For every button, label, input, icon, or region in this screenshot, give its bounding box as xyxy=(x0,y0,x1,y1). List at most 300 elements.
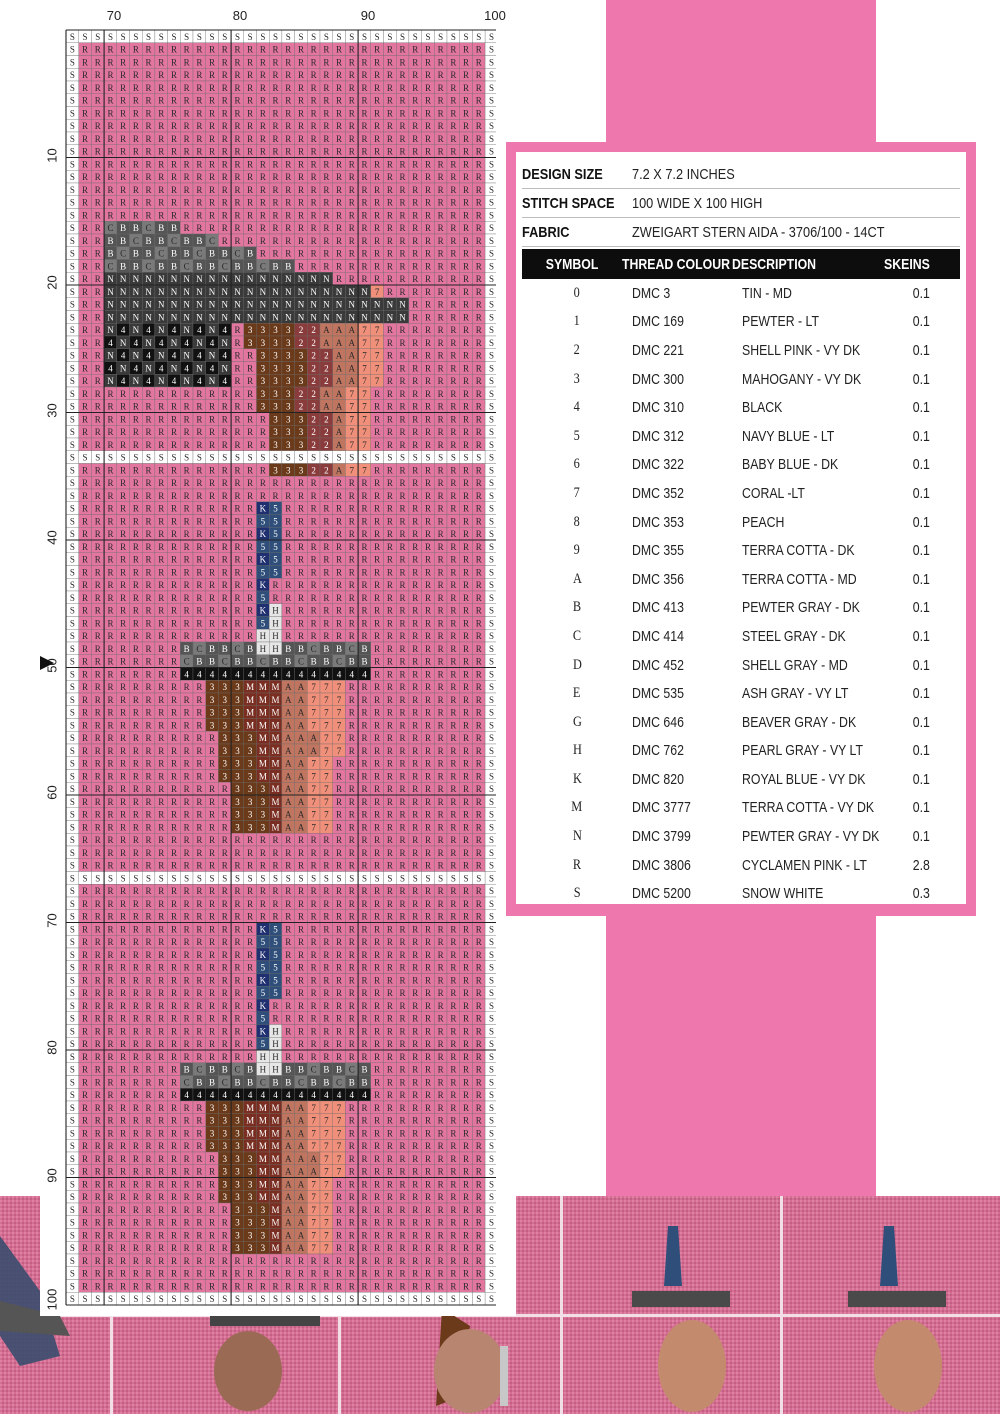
stitch-symbol: 3 xyxy=(286,401,291,412)
stitch-symbol: R xyxy=(399,567,406,578)
stitch-symbol: R xyxy=(209,847,216,858)
stitch-symbol: R xyxy=(297,146,304,157)
stitch-symbol: R xyxy=(374,439,381,450)
stitch-symbol: R xyxy=(399,669,406,680)
stitch-symbol: R xyxy=(475,299,482,310)
stitch-symbol: R xyxy=(209,745,216,756)
stitch-symbol: R xyxy=(424,172,431,183)
stitch-symbol: R xyxy=(463,949,470,960)
stitch-symbol: R xyxy=(348,133,355,144)
stitch-symbol: R xyxy=(374,924,381,935)
stitch-symbol: R xyxy=(107,95,114,106)
stitch-symbol: R xyxy=(475,860,482,871)
stitch-symbol: R xyxy=(336,541,343,552)
stitch-symbol: R xyxy=(196,592,203,603)
stitch-symbol: N xyxy=(310,274,317,285)
stitch-symbol: N xyxy=(145,286,152,297)
stitch-symbol: R xyxy=(399,860,406,871)
stitch-symbol: S xyxy=(69,605,75,616)
stitch-symbol: R xyxy=(120,605,127,616)
stitch-symbol: 4 xyxy=(159,337,164,348)
stitch-symbol: R xyxy=(374,682,381,693)
stitch-symbol: R xyxy=(170,490,177,501)
stitch-symbol: R xyxy=(247,937,254,948)
stitch-symbol: N xyxy=(208,299,216,310)
stitch-symbol: R xyxy=(424,809,431,820)
stitch-symbol: R xyxy=(145,197,152,208)
stitch-symbol: S xyxy=(400,873,406,884)
stitch-symbol: R xyxy=(132,707,139,718)
stitch-symbol: R xyxy=(386,44,393,55)
stitch-symbol: S xyxy=(311,873,317,884)
stitch-symbol: R xyxy=(94,847,101,858)
stitch-symbol: 3 xyxy=(260,363,266,374)
stitch-symbol: R xyxy=(221,605,228,616)
stitch-symbol: R xyxy=(310,82,317,93)
stitch-symbol: R xyxy=(336,567,343,578)
stitch-symbol: R xyxy=(196,82,203,93)
stitch-symbol: 4 xyxy=(209,337,215,348)
stitch-symbol: R xyxy=(336,197,343,208)
stitch-symbol: R xyxy=(234,847,241,858)
stitch-symbol: R xyxy=(196,886,203,897)
stitch-symbol: R xyxy=(399,554,406,565)
stitch-symbol: R xyxy=(399,210,406,221)
stitch-symbol: R xyxy=(107,656,114,667)
stitch-symbol: R xyxy=(82,439,89,450)
stitch-symbol: 4 xyxy=(286,669,291,680)
stitch-symbol: 4 xyxy=(184,363,189,374)
stitch-symbol: A xyxy=(297,733,305,744)
stitch-symbol: N xyxy=(234,299,241,310)
stitch-symbol: R xyxy=(374,159,381,170)
stitch-symbol: R xyxy=(259,57,266,68)
stitch-symbol: R xyxy=(336,886,343,897)
stitch-symbol: S xyxy=(488,720,494,731)
stitch-symbol: R xyxy=(234,223,241,234)
stitch-symbol: S xyxy=(95,452,101,463)
stitch-symbol: R xyxy=(82,312,89,323)
stitch-symbol: R xyxy=(386,274,393,285)
stitch-symbol: R xyxy=(463,541,470,552)
stitch-symbol: N xyxy=(221,299,228,310)
stitch-symbol: R xyxy=(424,924,431,935)
stitch-symbol: R xyxy=(82,325,89,336)
stitch-symbol: R xyxy=(424,592,431,603)
stitch-symbol: R xyxy=(94,414,101,425)
stitch-symbol: R xyxy=(361,57,368,68)
stitch-symbol: R xyxy=(221,860,228,871)
stitch-symbol: R xyxy=(247,618,254,629)
stitch-symbol: R xyxy=(158,720,165,731)
stitch-symbol: R xyxy=(374,796,381,807)
stitch-symbol: R xyxy=(209,439,216,450)
stitch-symbol: R xyxy=(247,427,254,438)
stitch-symbol: R xyxy=(247,949,254,960)
stitch-symbol: R xyxy=(310,503,317,514)
stitch-symbol: R xyxy=(412,643,419,654)
stitch-symbol: R xyxy=(424,121,431,132)
stitch-symbol: R xyxy=(361,937,368,948)
stitch-symbol: R xyxy=(348,57,355,68)
stitch-symbol: 7 xyxy=(374,325,380,336)
stitch-symbol: R xyxy=(348,197,355,208)
stitch-symbol: R xyxy=(463,694,470,705)
stitch-symbol: 7 xyxy=(374,350,380,361)
stitch-symbol: N xyxy=(297,299,305,310)
stitch-symbol: R xyxy=(424,541,431,552)
stitch-symbol: R xyxy=(145,388,152,399)
stitch-symbol: R xyxy=(209,401,216,412)
stitch-symbol: R xyxy=(450,286,457,297)
stitch-symbol: R xyxy=(450,133,457,144)
stitch-symbol: 4 xyxy=(336,669,342,680)
stitch-symbol: R xyxy=(272,44,279,55)
stitch-symbol: S xyxy=(247,873,253,884)
stitch-symbol: R xyxy=(374,478,381,489)
stitch-symbol: N xyxy=(183,350,190,361)
stitch-symbol: R xyxy=(475,312,482,323)
stitch-symbol: R xyxy=(94,720,101,731)
stitch-symbol: R xyxy=(437,949,444,960)
stitch-symbol: R xyxy=(234,605,241,616)
stitch-symbol: R xyxy=(170,886,177,897)
stitch-symbol: R xyxy=(374,580,381,591)
stitch-symbol: 3 xyxy=(247,809,253,820)
stitch-symbol: 4 xyxy=(133,337,139,348)
stitch-symbol: N xyxy=(272,312,279,323)
stitch-symbol: R xyxy=(120,822,127,833)
stitch-symbol: R xyxy=(209,605,216,616)
stitch-symbol: R xyxy=(424,567,431,578)
stitch-symbol: 4 xyxy=(197,325,202,336)
stitch-symbol: R xyxy=(399,133,406,144)
stitch-symbol: R xyxy=(437,733,444,744)
stitch-symbol: R xyxy=(424,937,431,948)
stitch-symbol: N xyxy=(246,312,254,323)
stitch-symbol: H xyxy=(272,605,279,616)
stitch-symbol: R xyxy=(132,388,139,399)
stitch-symbol: R xyxy=(158,860,165,871)
stitch-symbol: R xyxy=(183,70,190,81)
stitch-symbol: R xyxy=(475,771,482,782)
stitch-symbol: R xyxy=(348,121,355,132)
stitch-symbol: R xyxy=(247,159,254,170)
stitch-symbol: R xyxy=(399,57,406,68)
stitch-symbol: R xyxy=(437,809,444,820)
stitch-symbol: R xyxy=(336,210,343,221)
stitch-symbol: R xyxy=(234,401,241,412)
stitch-symbol: R xyxy=(348,707,355,718)
stitch-symbol: R xyxy=(234,197,241,208)
stitch-symbol: R xyxy=(437,847,444,858)
stitch-symbol: N xyxy=(221,337,228,348)
stitch-symbol: R xyxy=(132,733,139,744)
stitch-symbol: R xyxy=(424,605,431,616)
stitch-symbol: R xyxy=(247,567,254,578)
stitch-symbol: R xyxy=(348,235,355,246)
stitch-symbol: S xyxy=(488,503,494,514)
stitch-symbol: R xyxy=(297,847,304,858)
stitch-symbol: R xyxy=(463,847,470,858)
stitch-symbol: S xyxy=(69,248,75,259)
stitch-symbol: S xyxy=(247,31,253,42)
stitch-symbol: 2 xyxy=(298,388,304,399)
stitch-symbol: M xyxy=(271,694,280,705)
stitch-symbol: R xyxy=(424,286,431,297)
stitch-symbol: R xyxy=(399,911,406,922)
stitch-symbol: 7 xyxy=(336,733,342,744)
stitch-symbol: R xyxy=(348,886,355,897)
stitch-symbol: S xyxy=(196,31,202,42)
stitch-symbol: R xyxy=(399,503,406,514)
knife-motif xyxy=(434,1308,508,1413)
stitch-symbol: R xyxy=(234,541,241,552)
stitch-symbol: R xyxy=(82,299,89,310)
stitch-symbol: R xyxy=(463,82,470,93)
stitch-symbol: R xyxy=(120,70,127,81)
stitch-symbol: N xyxy=(132,325,140,336)
stitch-symbol: R xyxy=(94,605,101,616)
stitch-symbol: R xyxy=(209,580,216,591)
stitch-symbol: R xyxy=(437,172,444,183)
stitch-symbol: R xyxy=(424,656,431,667)
stitch-symbol: R xyxy=(361,835,368,846)
stitch-symbol: R xyxy=(247,184,254,195)
stitch-symbol: R xyxy=(94,172,101,183)
stitch-symbol: R xyxy=(132,643,139,654)
stitch-symbol: R xyxy=(323,911,330,922)
stitch-symbol: R xyxy=(196,414,203,425)
stitch-symbol: R xyxy=(463,223,470,234)
stitch-symbol: S xyxy=(69,669,75,680)
stitch-symbol: R xyxy=(450,656,457,667)
stitch-symbol: R xyxy=(107,70,114,81)
stitch-symbol: S xyxy=(171,31,177,42)
stitch-symbol: R xyxy=(412,694,419,705)
stitch-symbol: R xyxy=(221,44,228,55)
stitch-symbol: R xyxy=(120,886,127,897)
stitch-symbol: R xyxy=(361,82,368,93)
stitch-symbol: R xyxy=(399,184,406,195)
row-number: 100 xyxy=(44,1288,60,1311)
stitch-symbol: R xyxy=(107,478,114,489)
stitch-symbol: R xyxy=(120,898,127,909)
stitch-symbol: R xyxy=(107,414,114,425)
stitch-symbol: R xyxy=(82,350,89,361)
stitch-symbol: R xyxy=(285,223,292,234)
stitch-symbol: S xyxy=(323,452,329,463)
stitch-symbol: R xyxy=(221,427,228,438)
stitch-symbol: S xyxy=(488,758,494,769)
stitch-symbol: 3 xyxy=(260,401,266,412)
stitch-symbol: 4 xyxy=(159,363,164,374)
stitch-symbol: R xyxy=(399,886,406,897)
stitch-symbol: R xyxy=(259,248,266,259)
stitch-symbol: S xyxy=(488,274,494,285)
stitch-symbol: S xyxy=(488,465,494,476)
stitch-symbol: R xyxy=(158,605,165,616)
stitch-symbol: R xyxy=(120,707,127,718)
stitch-symbol: R xyxy=(132,427,139,438)
stitch-symbol: R xyxy=(196,682,203,693)
stitch-symbol: R xyxy=(120,121,127,132)
stitch-symbol: R xyxy=(170,631,177,642)
stitch-symbol: 7 xyxy=(362,337,367,348)
stitch-symbol: R xyxy=(158,669,165,680)
stitch-symbol: R xyxy=(132,745,139,756)
stitch-symbol: N xyxy=(132,286,140,297)
stitch-symbol: R xyxy=(209,949,216,960)
stitch-symbol: R xyxy=(475,286,482,297)
stitch-symbol: R xyxy=(82,809,89,820)
stitch-symbol: S xyxy=(69,720,75,731)
stitch-symbol: R xyxy=(120,159,127,170)
stitch-symbol: M xyxy=(246,694,255,705)
stitch-symbol: R xyxy=(348,937,355,948)
stitch-symbol: R xyxy=(94,656,101,667)
stitch-symbol: S xyxy=(69,376,75,387)
stitch-symbol: R xyxy=(412,197,419,208)
stitch-symbol: R xyxy=(323,146,330,157)
stitch-symbol: R xyxy=(399,694,406,705)
stitch-symbol: S xyxy=(488,771,494,782)
stitch-symbol: R xyxy=(183,184,190,195)
stitch-symbol: R xyxy=(374,133,381,144)
stitch-symbol: R xyxy=(297,95,304,106)
stitch-symbol: R xyxy=(170,516,177,527)
stitch-symbol: R xyxy=(158,567,165,578)
stitch-symbol: R xyxy=(424,733,431,744)
stitch-symbol: R xyxy=(120,554,127,565)
stitch-symbol: R xyxy=(348,631,355,642)
stitch-symbol: 7 xyxy=(311,809,316,820)
stitch-symbol: R xyxy=(475,401,482,412)
row-number: 70 xyxy=(44,913,60,928)
stitch-symbol: R xyxy=(399,121,406,132)
stitch-symbol: R xyxy=(132,57,139,68)
stitch-symbol: S xyxy=(488,248,494,259)
stitch-symbol: R xyxy=(107,82,114,93)
stitch-symbol: R xyxy=(399,70,406,81)
stitch-symbol: R xyxy=(374,949,381,960)
stitch-symbol: 3 xyxy=(235,822,240,833)
stitch-symbol: N xyxy=(107,350,114,361)
stitch-symbol: N xyxy=(132,299,140,310)
stitch-symbol: A xyxy=(335,337,343,348)
stitch-symbol: R xyxy=(120,745,127,756)
stitch-symbol: R xyxy=(221,223,228,234)
stitch-symbol: R xyxy=(310,631,317,642)
stitch-symbol: R xyxy=(94,733,101,744)
stitch-symbol: R xyxy=(82,860,89,871)
stitch-symbol: R xyxy=(82,911,89,922)
stitch-symbol: 7 xyxy=(336,707,342,718)
stitch-symbol: R xyxy=(386,745,393,756)
stitch-symbol: R xyxy=(209,554,216,565)
stitch-symbol: R xyxy=(450,388,457,399)
stitch-symbol: R xyxy=(234,911,241,922)
stitch-symbol: R xyxy=(107,924,114,935)
stitch-symbol: 2 xyxy=(324,465,329,476)
stitch-symbol: R xyxy=(132,580,139,591)
stitch-symbol: R xyxy=(221,784,228,795)
stitch-symbol: R xyxy=(310,108,317,119)
stitch-symbol: R xyxy=(386,847,393,858)
stitch-symbol: N xyxy=(259,312,267,323)
stitch-symbol: R xyxy=(285,490,292,501)
stitch-symbol: R xyxy=(361,108,368,119)
stitch-symbol: 3 xyxy=(298,439,304,450)
stitch-symbol: R xyxy=(463,707,470,718)
stitch-symbol: R xyxy=(475,325,482,336)
stitch-symbol: R xyxy=(234,631,241,642)
stitch-symbol: R xyxy=(196,733,203,744)
stitch-symbol: B xyxy=(323,656,330,667)
stitch-symbol: N xyxy=(208,274,216,285)
stitch-symbol: R xyxy=(170,720,177,731)
stitch-symbol: 4 xyxy=(247,669,253,680)
stitch-symbol: R xyxy=(424,745,431,756)
stitch-symbol: R xyxy=(221,580,228,591)
stitch-symbol: R xyxy=(374,809,381,820)
stitch-symbol: R xyxy=(463,516,470,527)
stitch-symbol: S xyxy=(69,835,75,846)
stitch-symbol: R xyxy=(247,235,254,246)
stitch-symbol: R xyxy=(412,465,419,476)
stitch-symbol: R xyxy=(272,886,279,897)
stitch-symbol: R xyxy=(361,745,368,756)
stitch-symbol: S xyxy=(69,822,75,833)
stitch-symbol: R xyxy=(259,490,266,501)
stitch-symbol: R xyxy=(145,490,152,501)
stitch-symbol: S xyxy=(311,452,317,463)
stitch-symbol: S xyxy=(488,299,494,310)
stitch-symbol: R xyxy=(158,401,165,412)
stitch-symbol: C xyxy=(348,643,355,654)
stitch-symbol: R xyxy=(145,172,152,183)
stitch-symbol: R xyxy=(209,516,216,527)
stitch-symbol: R xyxy=(424,184,431,195)
stitch-symbol: R xyxy=(475,388,482,399)
stitch-symbol: S xyxy=(69,694,75,705)
stitch-symbol: R xyxy=(399,605,406,616)
stitch-symbol: R xyxy=(285,95,292,106)
stitch-symbol: R xyxy=(450,682,457,693)
column-number: 80 xyxy=(232,8,248,23)
stitch-symbol: B xyxy=(132,223,139,234)
stitch-symbol: R xyxy=(221,57,228,68)
stitch-symbol: R xyxy=(120,847,127,858)
stitch-symbol: H xyxy=(259,631,267,642)
stitch-symbol: R xyxy=(94,133,101,144)
stitch-symbol: 3 xyxy=(247,784,253,795)
stitch-symbol: R xyxy=(272,57,279,68)
stitch-symbol: H xyxy=(272,631,279,642)
stitch-symbol: R xyxy=(463,656,470,667)
stitch-symbol: R xyxy=(323,605,330,616)
stitch-symbol: N xyxy=(119,274,127,285)
row-number: 50 xyxy=(44,658,60,673)
stitch-symbol: R xyxy=(412,847,419,858)
stitch-symbol: R xyxy=(450,184,457,195)
stitch-symbol: R xyxy=(450,261,457,272)
stitch-symbol: R xyxy=(120,427,127,438)
stitch-symbol: R xyxy=(82,465,89,476)
stitch-symbol: S xyxy=(488,835,494,846)
stitch-symbol: R xyxy=(310,554,317,565)
stitch-symbol: R xyxy=(145,911,152,922)
